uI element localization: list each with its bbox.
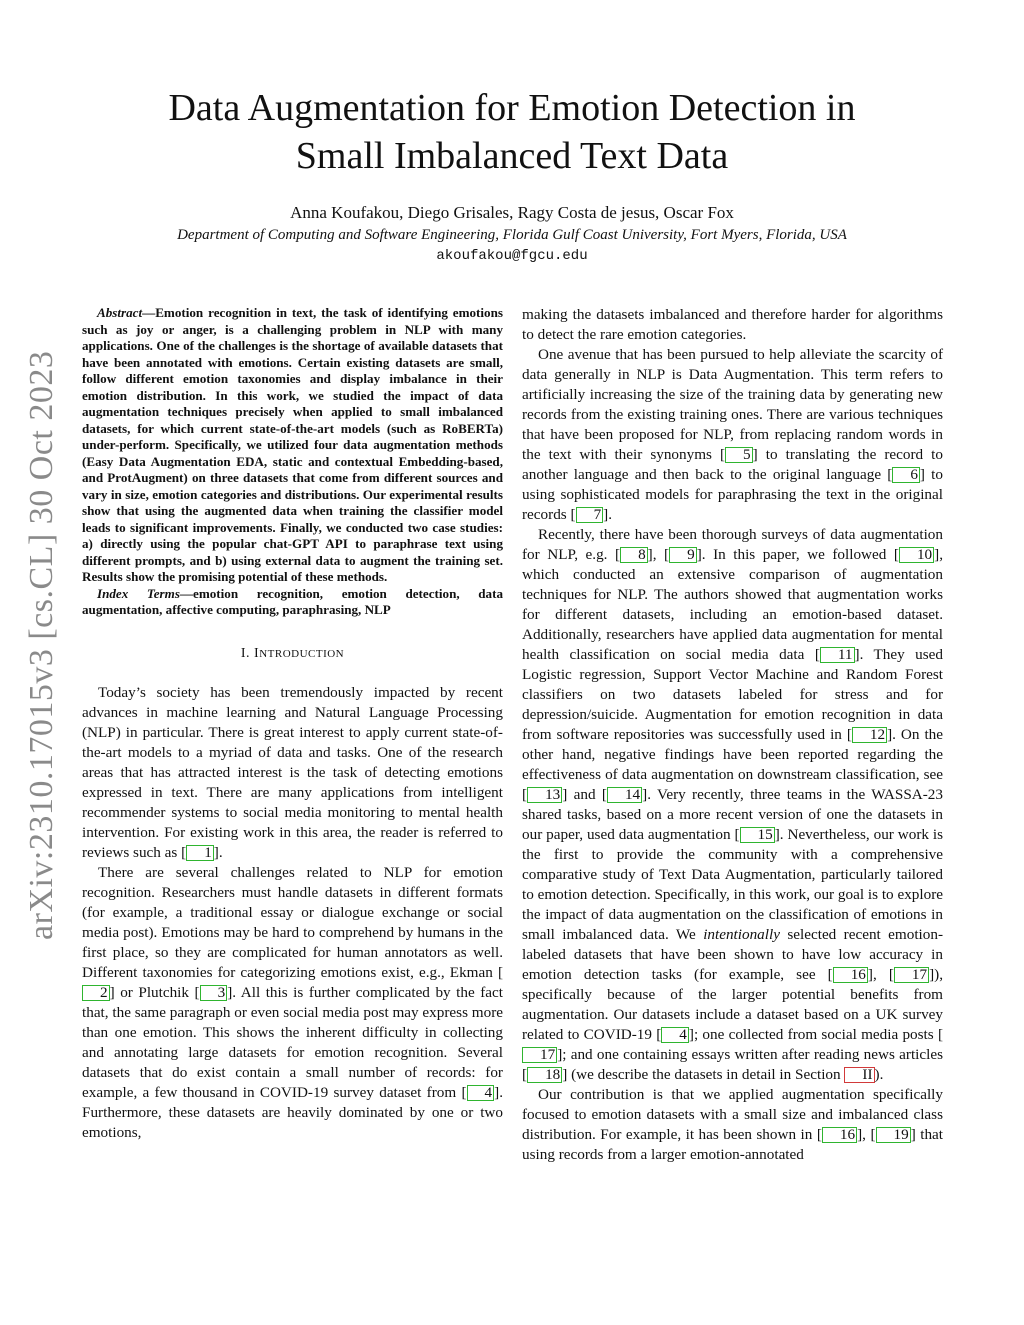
abstract-text: —Emotion recognition in text, the task of identifying emotions such as joy or anger, is a challenging problem in NLP with many applications. One of the challenges is the shortage of available datasets that have been annotated with emotions. Certain existing datasets are small, follow different emotion taxonomies and display imbalance in their emotion distribution. In this work, we studied the impact of data augmentation techniques precisely when applied to small imbalanced datasets, for which current state-of-the-art models (such as RoBERTa) under-perform. Specifically, we utilized four data augmentation methods (Easy Data Augmentation EDA, static and contextual Embedding-based, and ProtAugment) on three datasets that come from different sources and vary in size, emotion categories and distributions. Our experimental results show that using the augmented data when training the classifier model leads to significant improvements. Finally, we conducted two case studies: a) directly using the popular chat-GPT API to paraphrase text using different prompts, and b) using external data to augment the training set. Results show the promising potential of these methods.: [82, 305, 503, 584]
title-line-1: Data Augmentation for Emotion Detection in: [168, 87, 856, 129]
section-heading-introduction: I. INTRODUCTION: [240, 645, 345, 661]
citation-link[interactable]: 1: [186, 845, 214, 861]
index-terms: [82, 586, 503, 619]
citation-link[interactable]: 12: [852, 727, 887, 743]
abstract: [82, 305, 503, 586]
citation-link[interactable]: 3: [200, 985, 228, 1001]
arxiv-side-stamp: arXiv:2310.17015v3 [cs.CL] 30 Oct 2023: [23, 350, 60, 940]
citation-link[interactable]: 2: [82, 985, 110, 1001]
paper-title: [0, 84, 1024, 180]
section-ref-link[interactable]: II: [844, 1067, 874, 1083]
index-terms-label: Index Terms: [97, 585, 180, 601]
title-line-2: Small Imbalanced Text Data: [295, 135, 729, 177]
right-column: [522, 305, 943, 1165]
citation-link[interactable]: 15: [740, 827, 775, 843]
intro-paragraph-4: Recently, there have been thorough surveys of data augmentation for NLP, e.g. [ 8 ], [ 9 ]. In this paper, we followed [ 10 ], which conducted an extensive comparison of augmentation techniques for NLP. The authors showed that augmentation works for different datasets, including an emotion-based dataset. Additionally, researchers have applied data augmentation for mental health classification on social media data [ 11 ]. They used Logistic regression, Support Vector Machine and Random Forest classifiers on two datasets labeled for stress and for depression/suicide. Augmentation for emotion recognition in data from software repositories was successfully used in [ 12 ]. On the other hand, negative findings have been reported regarding the effectiveness of data augmentation on downstream classification, see [ 13 ] and [ 14 ]. Very recently, three teams in the WASSA-23 shared tasks, based on a more recent version of one the datasets in our paper, used data augmentation [ 15 ]. Nevertheless, our work is the first to provide the community with a comprehensive comparative study of Text Data Augmentation, particularly tailored to emotion detection. Specifically, in this work, our goal is to explore the impact of data augmentation on the classification of emotions in small imbalanced data. We intentionally selected recent emotion-labeled datasets that have been shown to have low accuracy in emotion detection tasks (for example, see [ 16 ], [ 17 ]), specifically because of the larger potential benefits from augmentation. Our datasets include a dataset based on a UK survey related to COVID-19 [ 4 ]; one collected from social media posts [17 ]; and one containing essays written after reading news articles [ 18 ] (we describe the datasets in detail in Section II ).: [522, 526, 944, 1083]
citation-link[interactable]: 18: [527, 1067, 562, 1083]
citation-link[interactable]: 4: [661, 1027, 689, 1043]
citation-link[interactable]: 9: [669, 547, 697, 563]
index-terms-text: —emotion recognition, emotion detection, data augmentation, affective computing, paraphrasing, NLP: [82, 585, 503, 617]
citation-link[interactable]: 16: [822, 1127, 857, 1143]
citation-link[interactable]: 11: [820, 647, 855, 663]
intro-paragraph-1: Today’s society has been tremendously impacted by recent advances in machine learning and Natural Language Processing (NLP) in particular. There is great interest to apply current state-of-the-art models to a myriad of data and tasks. One of the research areas that has attracted interest is the task of detecting emotions expressed in text. There are many applications from intelligent recommender systems to social media monitoring to mental health intervention. For existing work in this area, the reader is referred to reviews such as [ 1 ].: [82, 683, 503, 861]
citation-link[interactable]: 6: [892, 467, 920, 483]
left-column: [82, 305, 503, 1143]
contact-email[interactable]: akoufakou@fgcu.edu: [436, 248, 588, 264]
citation-link[interactable]: 17: [894, 967, 929, 983]
intro-paragraph-2-cont: making the datasets imbalanced and therefore harder for algorithms to detect the rare emotion categories.: [522, 306, 943, 343]
author-list: Anna Koufakou, Diego Grisales, Ragy Costa de jesus, Oscar Fox: [290, 203, 734, 222]
intro-paragraph-5: Our contribution is that we applied augmentation specifically focused to emotion datasets with a small size and imbalanced class distribution. For example, it has been shown in [ 16 ], [ 19 ] that using records from a larger emotion-annotated: [522, 1086, 944, 1163]
intro-paragraph-2: There are several challenges related to NLP for emotion recognition. Researchers must handle datasets in different formats (for example, a traditional essay or dialogue exchange or social media post). Emotions may be hard to comprehend by humans in the first place, so they are complicated for human annotators as well. Different taxonomies for categorizing emotions exist, e.g., Ekman [2 ] or Plutchik [ 3 ]. All this is further complicated by the fact that, the same paragraph or even social media post may express more than one emotion. This shows the inherent difficulty in collecting and annotating large datasets for emotion recognition. Several datasets that do exist contain a small number of records: for example, a few thousand in COVID-19 survey dataset from [ 4 ]. Furthermore, these datasets are heavily dominated by one or two emotions,: [82, 863, 504, 1141]
affiliation: Department of Computing and Software Engineering, Florida Gulf Coast University, Fort Myers, Florida, USA: [177, 227, 847, 243]
citation-link[interactable]: 10: [899, 547, 934, 563]
citation-link[interactable]: 19: [876, 1127, 911, 1143]
citation-link[interactable]: 16: [833, 967, 868, 983]
citation-link[interactable]: 13: [527, 787, 562, 803]
intro-paragraph-3: One avenue that has been pursued to help alleviate the scarcity of data generally in NLP is Data Augmentation. This term refers to artificially increasing the size of the training data by generating new records from the existing training ones. There are various techniques that have been proposed for NLP, from replacing random words in the text with their synonyms [ 5 ] to translating the record to another language and then back to the original language [ 6 ] to using sophisticated models for paraphrasing the text in the original records [ 7 ].: [522, 346, 943, 523]
citation-link[interactable]: 8: [620, 547, 648, 563]
citation-link[interactable]: 5: [725, 447, 753, 463]
abstract-label: Abstract: [97, 305, 143, 320]
citation-link[interactable]: 14: [607, 787, 642, 803]
citation-link[interactable]: 4: [467, 1085, 495, 1101]
citation-link[interactable]: 17: [522, 1047, 557, 1063]
emphasis: intentionally: [703, 926, 780, 943]
citation-link[interactable]: 7: [576, 507, 604, 523]
